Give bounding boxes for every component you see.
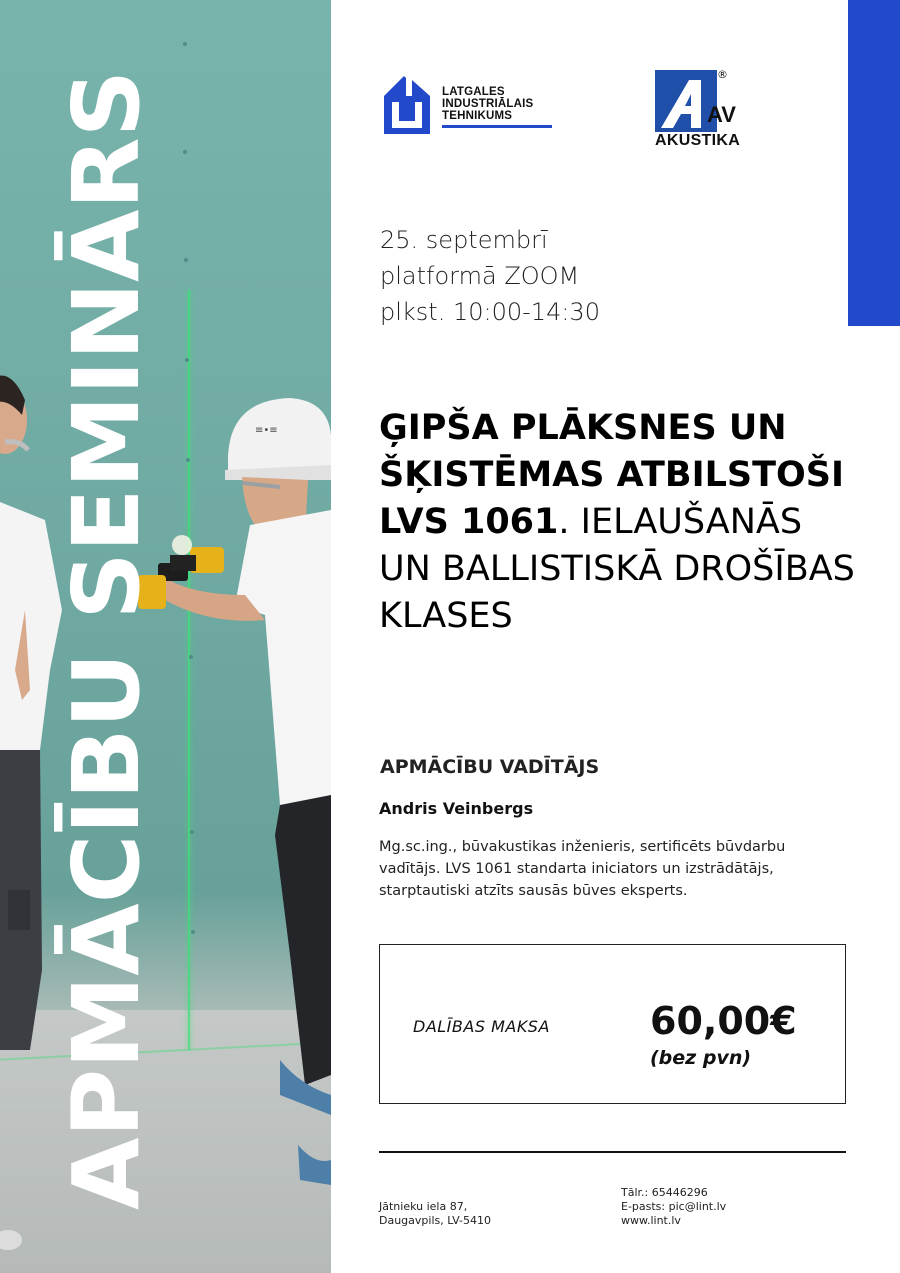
price-box [379,944,846,1104]
svg-text:≡•≡: ≡•≡ [255,425,278,436]
seminar-title-text: APMĀCĪBU SEMINĀRS [53,89,150,1210]
lit-logo [382,74,562,136]
screw-dot [183,42,187,46]
price-note: (bez pvn) [650,1047,752,1069]
lecturer-heading: APMĀCĪBU VADĪTĀJS [380,756,600,778]
lit-logo-icon [382,74,432,136]
contact-phone: Tālr.: 65446296 [621,1186,708,1199]
av-logo-sub: AKUSTIKA [655,132,741,149]
address-line1: Jātnieku iela 87, [379,1200,468,1213]
lecturer-bio: Mg.sc.ing., būvakustikas inženieris, sertificēts būvdarbu vadītājs. LVS 1061 standarta iniciators un izstrādātājs, starptautiski atzīts sausās būves eksperts. [379,839,786,899]
screw-dot [183,150,187,154]
footer-divider [379,1151,846,1153]
lit-line3: TEHNIKUMS [442,110,513,122]
footer-contacts [621,1186,726,1228]
lit-line1: LATGALES [442,86,505,98]
seminar-vertical-title [50,70,150,1210]
event-time: plkst. 10:00-14:30 [380,298,600,326]
headline-bold: ĢIPŠA PLĀKSNES UN ŠĶISTĒMAS ATBILSTOŠI LVS 1061 [379,408,844,542]
hero-photo [0,0,331,1273]
lit-logo-text [442,86,533,122]
event-date: 25. septembrī [380,226,548,254]
lit-line2: INDUSTRIĀLAIS [442,98,534,110]
headline-light: . IELAUŠANĀS UN BALLISTISKĀ DROŠĪBAS KLASES [379,502,855,636]
event-platform: platformā ZOOM [380,262,580,290]
av-akustika-logo [655,70,755,152]
price-label: DALĪBAS MAKSA [413,1017,550,1036]
accent-bar [848,0,900,326]
worker-right-illustration [130,395,331,1195]
seminar-headline [379,405,859,640]
contact-email[interactable]: E-pasts: pic@lint.lv [621,1200,727,1213]
av-logo-word: AV [707,102,736,127]
address-line2: Daugavpils, LV-5410 [379,1214,491,1227]
screw-dot [184,258,188,262]
event-info [380,222,600,330]
contact-web[interactable]: www.lint.lv [621,1214,681,1227]
price-value: 60,00€ [650,999,797,1043]
lecturer-name: Andris Veinbergs [379,799,534,818]
screw-dot [185,358,189,362]
registered-mark: ® [717,68,728,81]
footer-address [379,1200,491,1228]
lit-underline [442,125,552,128]
